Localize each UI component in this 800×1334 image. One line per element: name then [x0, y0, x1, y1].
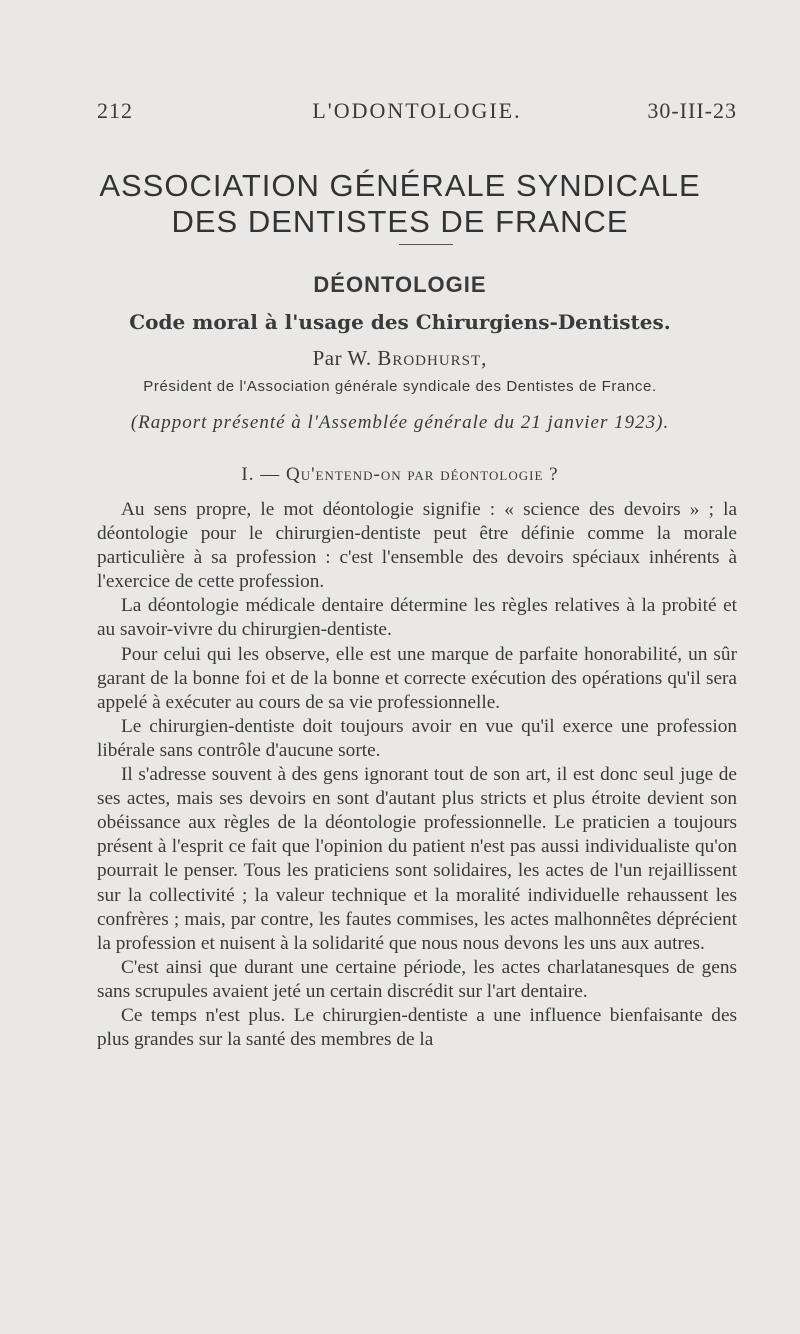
- paragraph: C'est ainsi que durant une certaine période, les actes charlatanesques de gens sans scrupules avaient jeté un certain discrédit sur l'art dentaire.: [97, 956, 737, 1002]
- association-title-line-2: DES DENTISTES DE FRANCE: [171, 204, 629, 239]
- issue-date: 30-III-23: [647, 98, 737, 123]
- author-role: Président de l'Association générale syndicale des Dentistes de France.: [143, 378, 657, 395]
- author-line: [0, 346, 800, 371]
- section-title: DÉONTOLOGIE: [313, 272, 487, 297]
- page-number: 212: [97, 98, 133, 123]
- association-title: [0, 168, 800, 240]
- association-title-line-1: ASSOCIATION GÉNÉRALE SYNDICALE: [99, 168, 701, 203]
- report-note: (Rapport présenté à l'Assemblée générale du 21 janvier 1923).: [130, 412, 670, 433]
- paragraph: Au sens propre, le mot déontologie signifie : « science des devoirs » ; la déontologie pour le chirurgien-dentiste peut être définie comme la morale particulière à sa profession : c'est l'ensemble des devoirs spéciaux inhérents à l'exercice de cette profession.: [97, 499, 737, 593]
- author-prefix: Par W.: [312, 346, 372, 370]
- paragraph: Le chirurgien-dentiste doit toujours avoir en vue qu'il exerce une profession libérale sans contrôle d'aucune sorte.: [97, 715, 737, 761]
- body-text: [97, 498, 737, 1052]
- chapter-heading: I. — Qu'entend-on par déontologie ?: [241, 464, 559, 485]
- author-name: Brodhurst,: [377, 346, 488, 370]
- paragraph: La déontologie médicale dentaire détermine les règles relatives à la probité et au savoir-vivre du chirurgien-dentiste.: [97, 595, 737, 641]
- divider-rule: [399, 244, 453, 245]
- section-subtitle: Code moral à l'usage des Chirurgiens-Dentistes.: [129, 310, 671, 334]
- paragraph: Il s'adresse souvent à des gens ignorant tout de son art, il est donc seul juge de ses actes, mais ses devoirs en sont d'autant plus stricts et plus étroite devient son obéissance aux règles de la déontologie professionnelle. Le praticien a toujours présent à l'esprit ce fait que l'opinion du patient n'est pas aussi individualiste qu'on pourrait le penser. Tous les praticiens sont solidaires, les actes de l'un rejaillissent sur la collectivité ; la valeur technique et la moralité individuelle rehaussent les confrères ; mais, par contre, les fautes commises, les actes malhonnêtes déprécient la profession et nuisent à la solidarité que nous nous devons les uns aux autres.: [97, 764, 737, 954]
- running-header: [97, 98, 737, 128]
- paragraph: Pour celui qui les observe, elle est une marque de parfaite honorabilité, un sûr garant de la bonne foi et de la bonne et correcte exécution des opérations qu'il sera appelé à exécuter au cours de sa vie professionnelle.: [97, 643, 737, 713]
- journal-title: L'ODONTOLOGIE.: [312, 98, 522, 123]
- paragraph: Ce temps n'est plus. Le chirurgien-dentiste a une influence bienfaisante des plus grandes sur la santé des membres de la: [97, 1004, 737, 1051]
